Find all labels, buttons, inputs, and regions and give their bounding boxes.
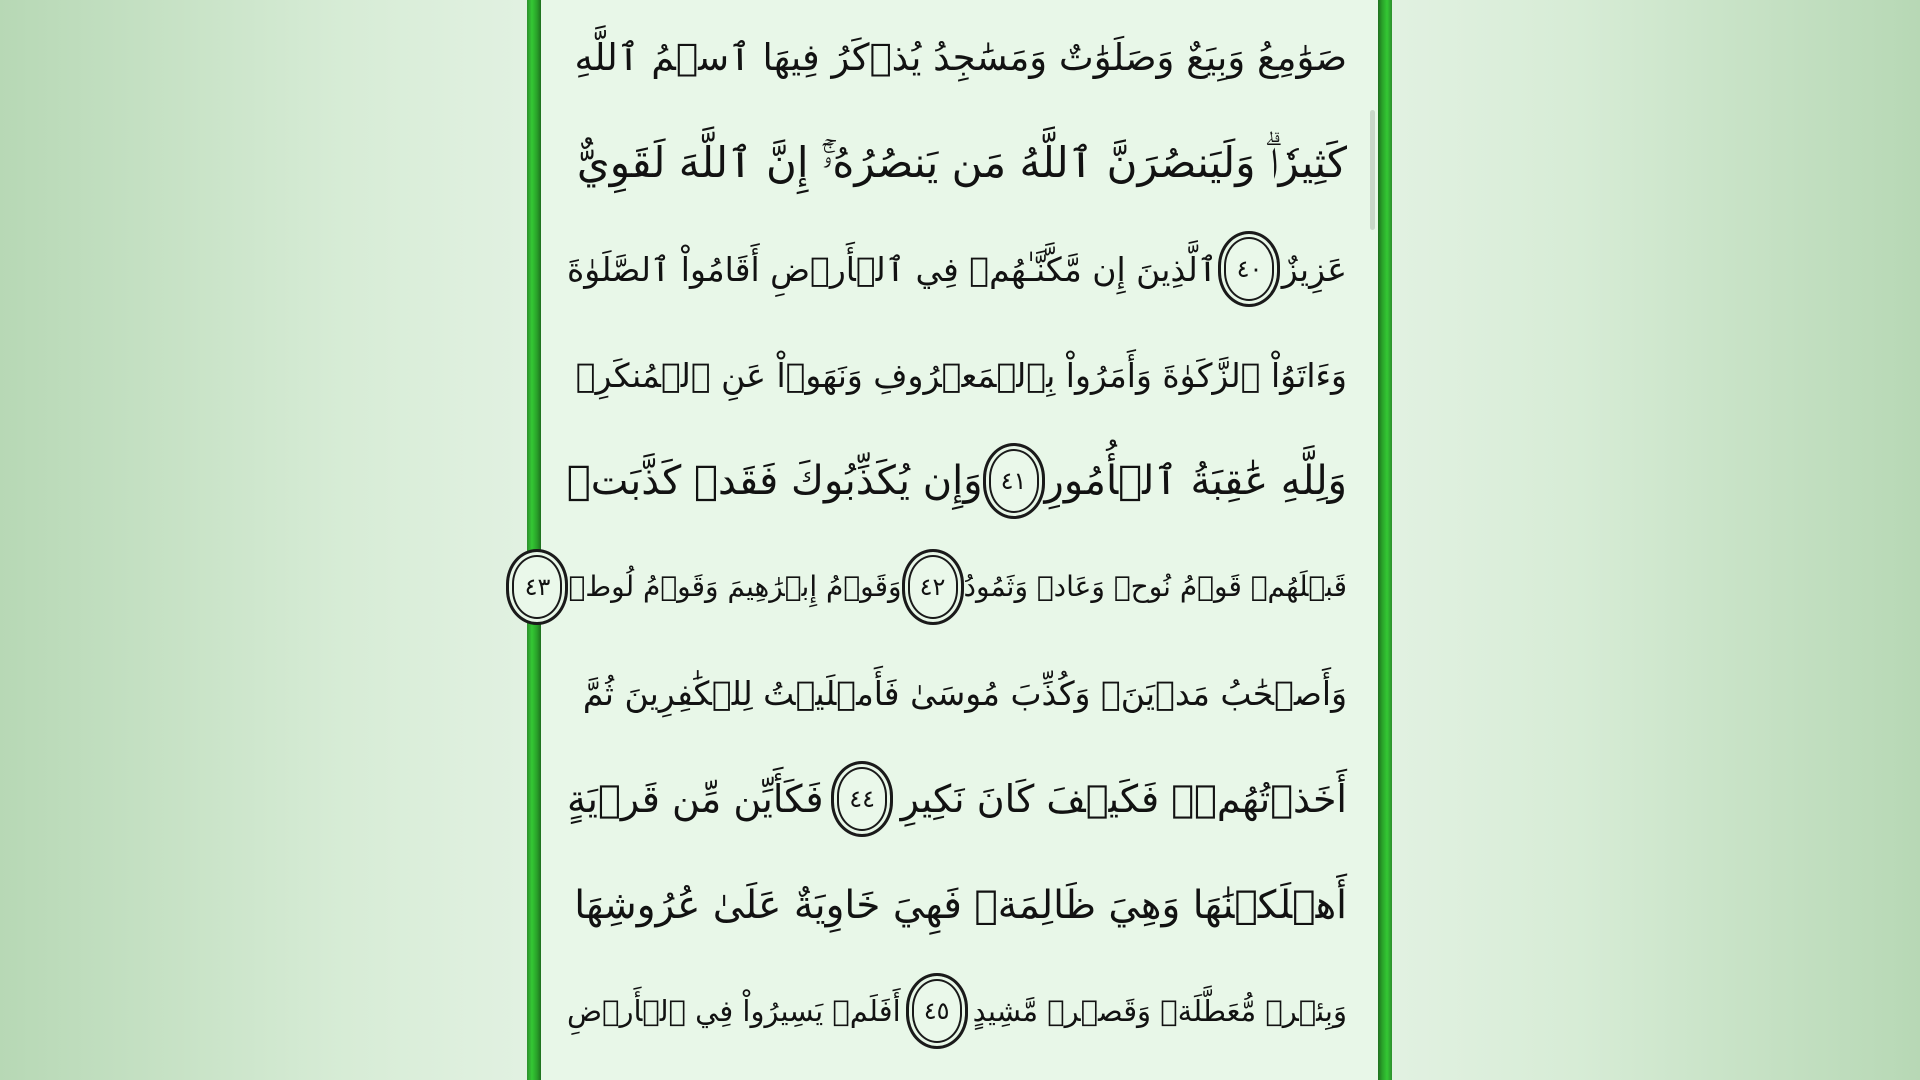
verse-text: وَإِن يُكَذِّبُوكَ فَقَدۡ كَذَّبَتۡ (566, 458, 983, 504)
ayah-number-marker: ٤٤ (831, 761, 893, 837)
verse-text: أَهۡلَكۡنَٰهَا وَهِيَ ظَالِمَةٞ فَهِيَ خَاوِيَةٌ عَلَىٰ عُرُوشِهَا (574, 882, 1347, 928)
ayah-number-marker: ٤٥ (906, 973, 968, 1049)
verse-text: وَقَوۡمُ إِبۡرَٰهِيمَ وَقَوۡمُ لُوطٖ (568, 570, 902, 603)
text-line (567, 110, 1347, 216)
verse-text: أَفَلَمۡ يَسِيرُواْ فِي ٱلۡأَرۡضِ (567, 993, 901, 1028)
quran-text-block (524, 0, 1347, 1080)
text-line (524, 534, 1347, 640)
ayah-number-marker: ٤٣ (506, 549, 568, 625)
verse-text: فَكَأَيِّن مِّن قَرۡيَةٍ (567, 777, 824, 821)
text-line (567, 746, 1347, 852)
verse-text: صَوَٰمِعُ وَبِيَعٌ وَصَلَوَٰتٌ وَمَسَٰجِدُ يُذۡكَرُ فِيهَا ٱسۡمُ ٱللَّهِ (574, 35, 1347, 79)
verse-text: وَءَاتَوُاْ ٱلزَّكَوٰةَ وَأَمَرُواْ بِٱلۡمَعۡرُوفِ وَنَهَوۡاْ عَنِ ٱلۡمُنكَرِۗ (575, 355, 1347, 395)
verse-text: عَزِيزٌ (1281, 249, 1347, 289)
verse-text: وَلِلَّهِ عَٰقِبَةُ ٱلۡأُمُورِ (1044, 458, 1347, 504)
text-line (567, 640, 1347, 746)
page-border-left (527, 0, 541, 1080)
ayah-number-marker: ٤٢ (902, 549, 964, 625)
text-line (567, 428, 1347, 534)
ayah-number-marker: ٤٠ (1218, 231, 1280, 307)
text-line (567, 322, 1347, 428)
verse-text: أَخَذۡتُهُمۡۖ فَكَيۡفَ كَانَ نَكِيرِ (900, 777, 1347, 821)
verse-text: كَثِيرٗاۗ وَلَيَنصُرَنَّ ٱللَّهُ مَن يَنصُرُهُۥٓۚ إِنَّ ٱللَّهَ لَقَوِيٌّ (576, 138, 1347, 187)
verse-text: وَبِئۡرٖ مُّعَطَّلَةٖ وَقَصۡرٖ مَّشِيدٍ (972, 993, 1347, 1028)
verse-text: قَبۡلَهُمۡ قَوۡمُ نُوحٖ وَعَادٞ وَثَمُودُ (963, 570, 1347, 603)
text-line (567, 852, 1347, 958)
scrollbar-thumb[interactable] (1370, 110, 1375, 230)
text-line (567, 958, 1347, 1064)
ayah-number-marker: ٤١ (983, 443, 1045, 519)
verse-text: ٱلَّذِينَ إِن مَّكَّنَّـٰهُمۡ فِي ٱلۡأَرۡضِ أَقَامُواْ ٱلصَّلَوٰةَ (567, 249, 1218, 289)
page-border-right (1378, 0, 1392, 1080)
verse-text: وَأَصۡحَٰبُ مَدۡيَنَۖ وَكُذِّبَ مُوسَىٰ فَأَمۡلَيۡتُ لِلۡكَٰفِرِينَ ثُمَّ (582, 673, 1347, 713)
mushaf-page (524, 0, 1392, 1080)
text-line (567, 216, 1347, 322)
text-line (567, 4, 1347, 110)
